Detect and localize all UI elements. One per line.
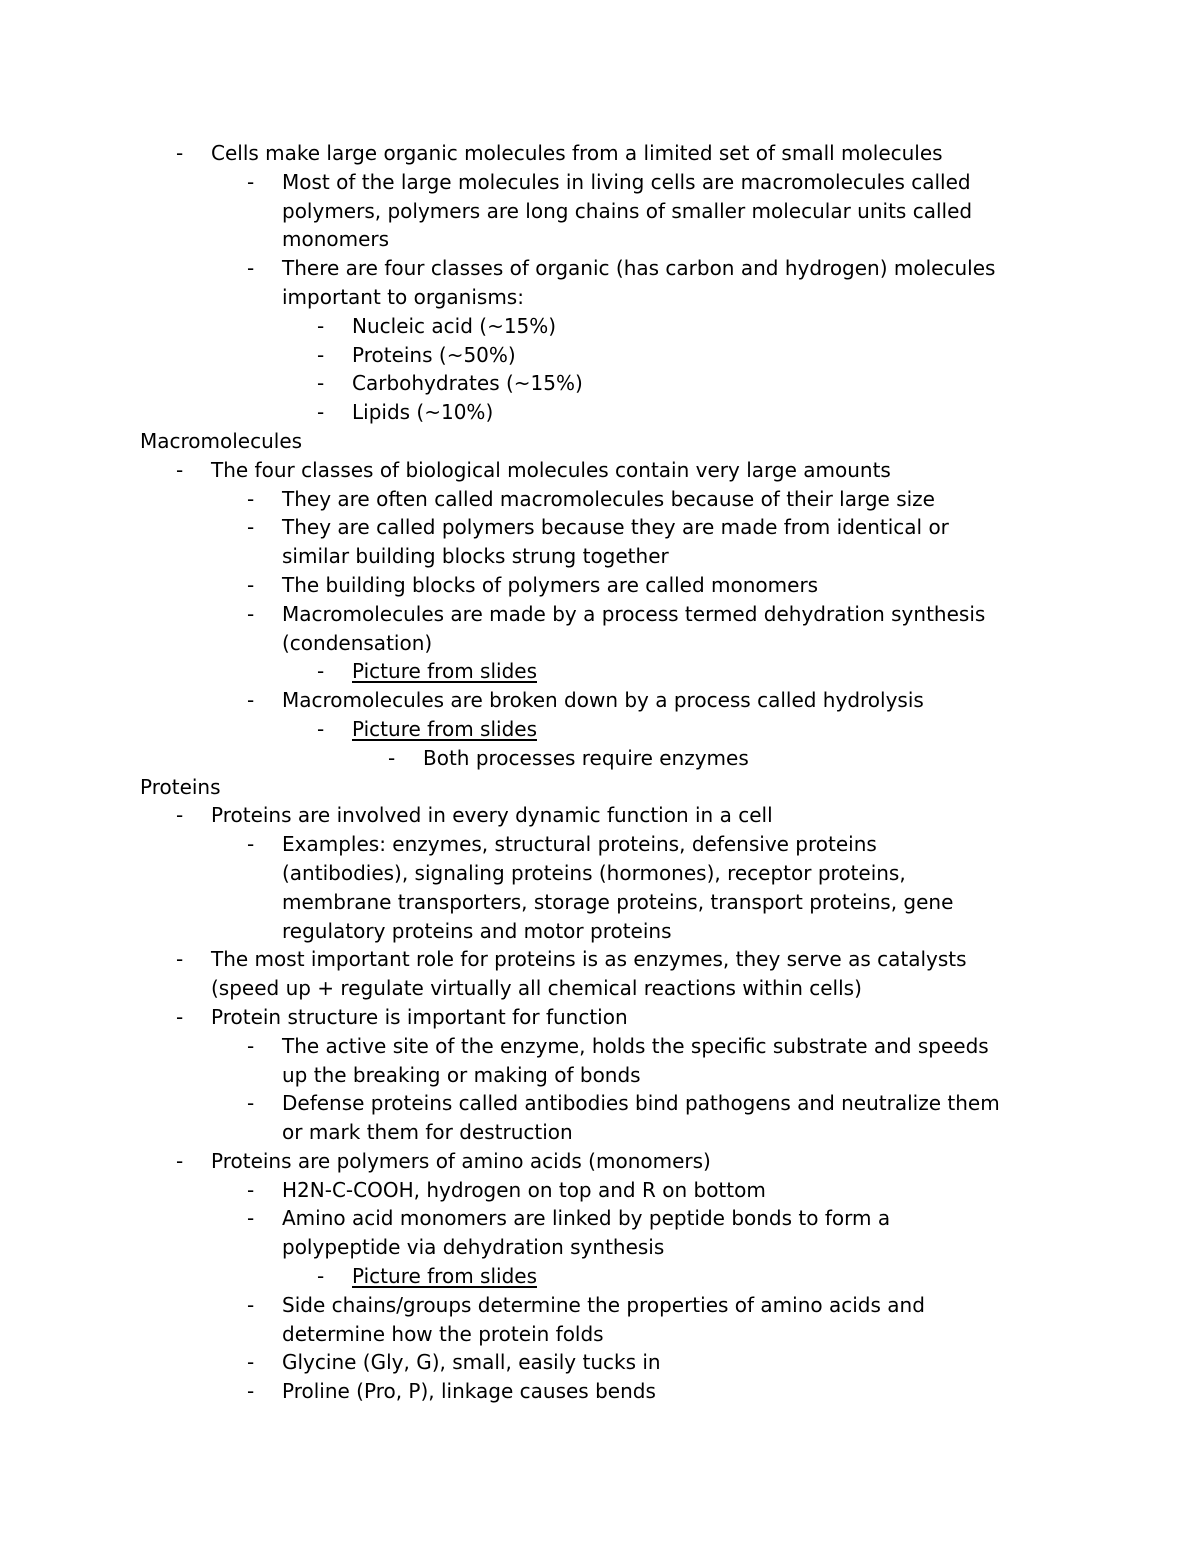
bullet-dash: - [317,371,325,396]
continuation-line [0,1320,1200,1349]
bullet-line [0,485,1200,514]
bullet-line [0,1089,1200,1118]
line-text: or mark them for destruction [282,1120,573,1145]
line-text: H2N-C-COOH, hydrogen on top and R on bottom [282,1177,766,1202]
line-text: Proteins [140,774,221,799]
line-text: regulatory proteins and motor proteins [282,918,672,943]
bullet-line [0,801,1200,830]
bullet-line [0,341,1200,370]
bullet-dash: - [317,313,325,338]
bullet-line [0,1204,1200,1233]
bullet-dash: - [317,659,325,684]
bullet-dash: - [247,832,255,857]
line-text: determine how the protein folds [282,1321,604,1346]
bullet-line [0,254,1200,283]
continuation-line [0,974,1200,1003]
line-text: Glycine (Gly, G), small, easily tucks in [282,1350,661,1375]
continuation-line [0,1118,1200,1147]
bullet-dash: - [247,169,255,194]
bullet-dash: - [247,486,255,511]
bullet-dash: - [317,1264,325,1289]
continuation-line [0,225,1200,254]
bullet-dash: - [247,256,255,281]
document-body [0,139,1200,1406]
bullet-line [0,744,1200,773]
line-text: They are often called macromolecules because of their large size [282,486,935,511]
bullet-dash: - [317,342,325,367]
bullet-line [0,456,1200,485]
line-text: The four classes of biological molecules contain very large amounts [211,457,891,482]
bullet-dash: - [176,1148,184,1173]
line-text: Amino acid monomers are linked by peptide bonds to form a [282,1206,891,1231]
bullet-line [0,830,1200,859]
line-text: Proteins (~50%) [352,342,516,367]
bullet-line [0,1377,1200,1406]
bullet-line [0,312,1200,341]
continuation-line [0,283,1200,312]
line-text: Most of the large molecules in living cells are macromolecules called [282,169,971,194]
bullet-dash: - [247,1033,255,1058]
bullet-line [0,139,1200,168]
line-text: The active site of the enzyme, holds the specific substrate and speeds [282,1033,989,1058]
bullet-dash: - [388,745,396,770]
bullet-line [0,1147,1200,1176]
line-text: Proline (Pro, P), linkage causes bends [282,1379,656,1404]
line-text: Cells make large organic molecules from a limited set of small molecules [211,141,943,165]
line-text: Nucleic acid (~15%) [352,313,557,338]
line-text: Protein structure is important for function [211,1004,628,1029]
line-text: important to organisms: [282,284,524,309]
line-text: (condensation) [282,630,433,655]
bullet-line [0,398,1200,427]
line-text: Macromolecules are made by a process termed dehydration synthesis [282,601,986,626]
line-text: Macromolecules [140,428,303,453]
continuation-line [0,1233,1200,1262]
continuation-line [0,197,1200,226]
bullet-dash: - [247,1350,255,1375]
line-text: Macromolecules are broken down by a process called hydrolysis [282,688,924,713]
bullet-line [0,571,1200,600]
bullet-line [0,657,1200,686]
bullet-dash: - [317,716,325,741]
section-heading [0,773,1200,802]
bullet-line [0,369,1200,398]
bullet-line [0,1176,1200,1205]
line-text: There are four classes of organic (has carbon and hydrogen) molecules [282,256,996,281]
line-text: Defense proteins called antibodies bind pathogens and neutralize them [282,1091,1000,1116]
continuation-line [0,859,1200,888]
bullet-line [0,1291,1200,1320]
bullet-line [0,686,1200,715]
bullet-dash: - [247,688,255,713]
line-text: Carbohydrates (~15%) [352,371,583,396]
line-text: Proteins are polymers of amino acids (monomers) [211,1148,711,1173]
bullet-dash: - [176,141,184,165]
bullet-line [0,1348,1200,1377]
bullet-dash: - [247,1206,255,1231]
picture-link[interactable]: Picture from slides [352,1264,537,1289]
line-text: Lipids (~10%) [352,400,494,425]
line-text: polypeptide via dehydration synthesis [282,1235,665,1260]
section-heading [0,427,1200,456]
line-text: similar building blocks strung together [282,544,669,569]
line-text: Side chains/groups determine the properties of amino acids and [282,1292,925,1317]
line-text: The building blocks of polymers are called monomers [282,572,819,597]
bullet-line [0,168,1200,197]
continuation-line [0,917,1200,946]
continuation-line [0,542,1200,571]
line-text: Both processes require enzymes [423,745,749,770]
bullet-dash: - [247,1091,255,1116]
continuation-line [0,888,1200,917]
bullet-dash: - [247,515,255,540]
bullet-dash: - [176,1004,184,1029]
line-text: up the breaking or making of bonds [282,1062,641,1087]
bullet-line [0,945,1200,974]
bullet-dash: - [247,1177,255,1202]
bullet-dash: - [176,947,184,972]
bullet-dash: - [247,572,255,597]
line-text: (speed up + regulate virtually all chemical reactions within cells) [211,976,862,1001]
line-text: membrane transporters, storage proteins, transport proteins, gene [282,889,954,914]
line-text: (antibodies), signaling proteins (hormones), receptor proteins, [282,860,906,885]
bullet-dash: - [176,457,184,482]
picture-link[interactable]: Picture from slides [352,716,537,741]
line-text: polymers, polymers are long chains of smaller molecular units called [282,198,973,223]
line-text: monomers [282,227,390,252]
bullet-dash: - [247,1379,255,1404]
line-text: The most important role for proteins is as enzymes, they serve as catalysts [211,947,967,972]
picture-link[interactable]: Picture from slides [352,659,537,684]
bullet-line [0,1003,1200,1032]
bullet-line [0,600,1200,629]
bullet-dash: - [176,803,184,828]
continuation-line [0,629,1200,658]
bullet-line [0,715,1200,744]
bullet-line [0,1032,1200,1061]
bullet-dash: - [247,1292,255,1317]
continuation-line [0,1061,1200,1090]
line-text: They are called polymers because they are made from identical or [282,515,949,540]
line-text: Examples: enzymes, structural proteins, defensive proteins [282,832,877,857]
bullet-line [0,1262,1200,1291]
bullet-line [0,513,1200,542]
line-text: Proteins are involved in every dynamic function in a cell [211,803,773,828]
bullet-dash: - [317,400,325,425]
bullet-dash: - [247,601,255,626]
